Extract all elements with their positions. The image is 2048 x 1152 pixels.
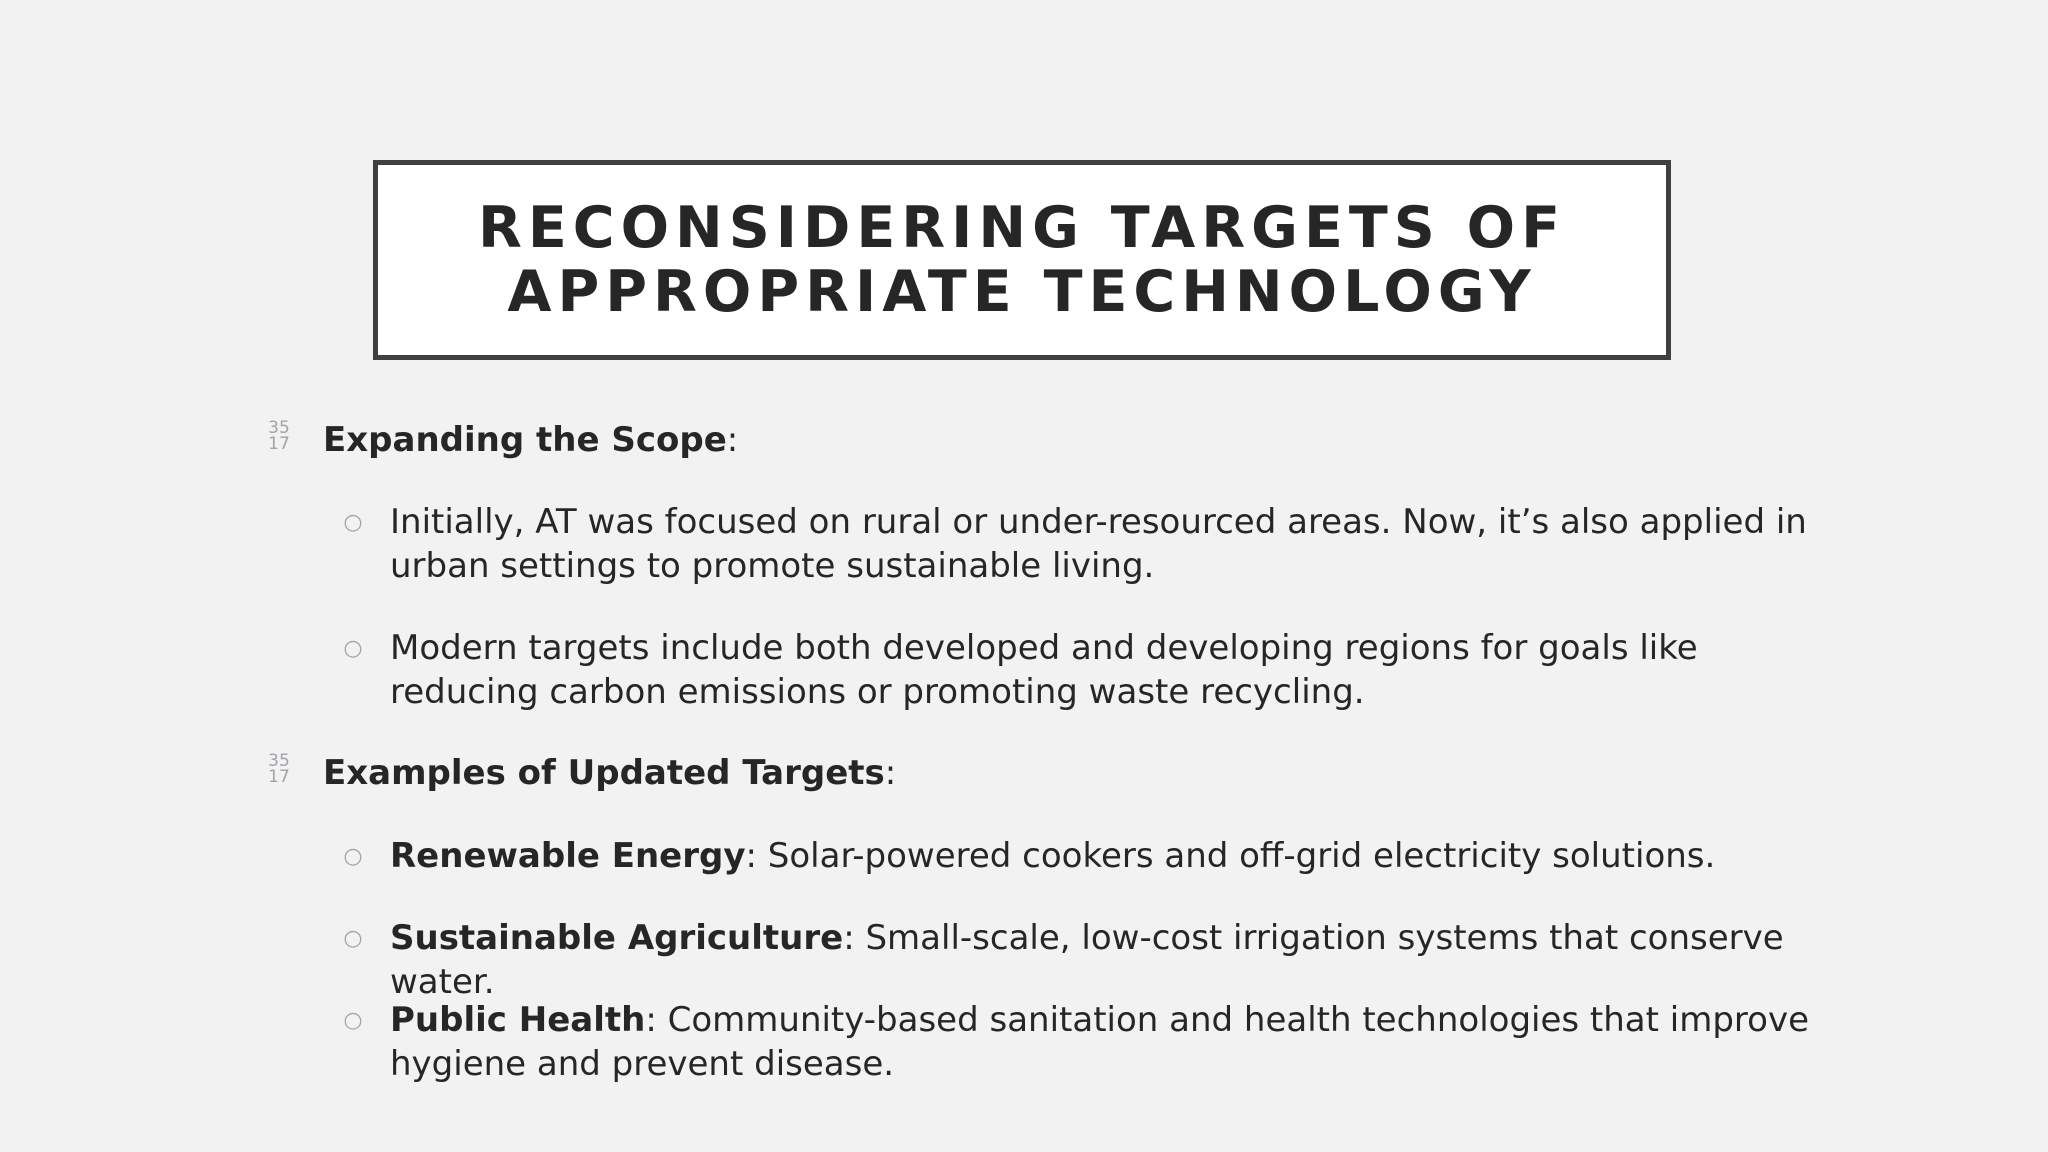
list-item-label: Sustainable Agriculture [390, 918, 844, 958]
bullet-marker-bottom: 17 [268, 434, 290, 454]
list-item [390, 500, 1830, 588]
sub-bullet-icon: ○ [343, 636, 363, 661]
list-item-text: : Small-scale, low-cost irrigation systems that conserve water. [390, 918, 1784, 1002]
sub-bullet-icon: ○ [343, 844, 363, 869]
list-item [390, 916, 1830, 1004]
section-heading [323, 418, 738, 462]
list-item-label: Public Health [390, 1000, 646, 1040]
section-heading-suffix: : [884, 753, 897, 793]
section-heading-suffix: : [726, 420, 739, 460]
bullet-marker-top: 35 [268, 751, 290, 771]
section-heading [323, 751, 896, 795]
list-item [390, 626, 1830, 714]
section-heading-label: Expanding the Scope [323, 420, 727, 460]
sub-bullet-icon: ○ [343, 1008, 363, 1033]
slide-title-box [373, 160, 1671, 360]
bullet-marker-icon [266, 420, 292, 452]
sub-bullet-icon: ○ [343, 510, 363, 535]
list-item-text: Initially, AT was focused on rural or under-resourced areas. Now, it’s also applied in urban settings to promote sustainable living. [390, 502, 1807, 586]
list-item-text: Modern targets include both developed and developing regions for goals like reducing carbon emissions or promoting waste recycling. [390, 628, 1698, 712]
bullet-marker-top: 35 [268, 418, 290, 438]
slide-title-line-1: RECONSIDERING TARGETS OF [477, 195, 1567, 261]
bullet-marker-bottom: 17 [268, 767, 290, 787]
sub-bullet-icon: ○ [343, 926, 363, 951]
bullet-marker-icon [266, 753, 292, 785]
slide-title-line-2: APPROPRIATE TECHNOLOGY [507, 259, 1537, 325]
list-item [390, 998, 1830, 1086]
list-item [390, 834, 1830, 878]
list-item-label: Renewable Energy [390, 836, 746, 876]
section-heading-label: Examples of Updated Targets [323, 753, 885, 793]
list-item-text: : Community-based sanitation and health technologies that improve hygiene and prevent disease. [390, 1000, 1809, 1084]
list-item-text: : Solar-powered cookers and off-grid electricity solutions. [745, 836, 1716, 876]
